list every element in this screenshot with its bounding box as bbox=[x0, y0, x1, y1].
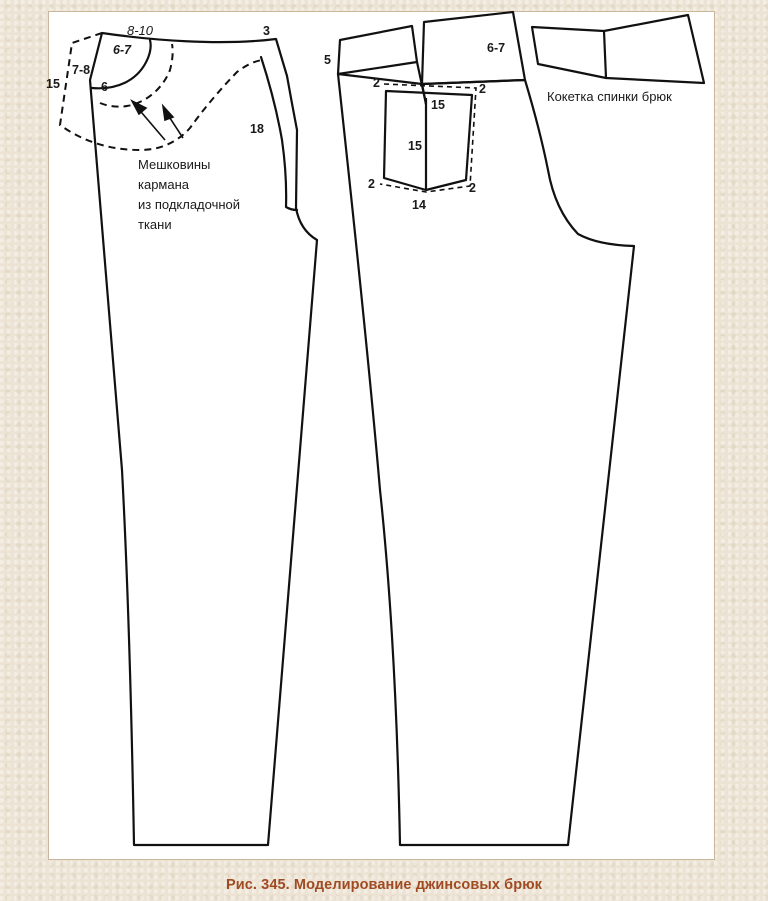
label-pocket-6-7: 6-7 bbox=[113, 43, 132, 57]
label-2-top-left: 2 bbox=[373, 76, 380, 90]
label-2-top-right: 2 bbox=[479, 82, 486, 96]
back-yoke-right bbox=[422, 12, 525, 84]
note-line-2: кармана bbox=[138, 177, 190, 192]
back-pocket bbox=[384, 91, 472, 190]
label-2-bottom-left: 2 bbox=[368, 177, 375, 191]
note-arrow-2-head bbox=[163, 106, 173, 120]
back-pocket-allowance bbox=[380, 84, 476, 192]
label-5: 5 bbox=[324, 53, 331, 67]
back-yoke-left bbox=[338, 26, 417, 74]
label-7-8: 7-8 bbox=[72, 63, 91, 77]
label-15-top: 15 bbox=[431, 98, 445, 112]
label-2-bottom-right: 2 bbox=[469, 181, 476, 195]
front-fly-line bbox=[261, 57, 297, 210]
separate-yoke-seam bbox=[604, 31, 606, 78]
label-3: 3 bbox=[263, 24, 270, 38]
back-trouser-outline bbox=[338, 74, 634, 845]
label-14: 14 bbox=[412, 198, 426, 212]
note-line-3: из подкладочной bbox=[138, 197, 241, 212]
figure-caption: Рис. 345. Моделирование джинсовых брюк bbox=[225, 877, 543, 893]
yoke-label: Кокетка спинки брюк bbox=[547, 89, 672, 104]
label-15-side: 15 bbox=[408, 139, 422, 153]
separate-back-yoke bbox=[532, 15, 704, 83]
label-6: 6 bbox=[101, 80, 108, 94]
note-line-4: ткани bbox=[138, 217, 172, 232]
label-18: 18 bbox=[250, 122, 264, 136]
label-15-front: 15 bbox=[46, 77, 60, 91]
note-line-1: Мешковины bbox=[138, 157, 211, 172]
label-6-7-back: 6-7 bbox=[487, 41, 506, 55]
label-waist-8-10: 8-10 bbox=[127, 23, 154, 38]
